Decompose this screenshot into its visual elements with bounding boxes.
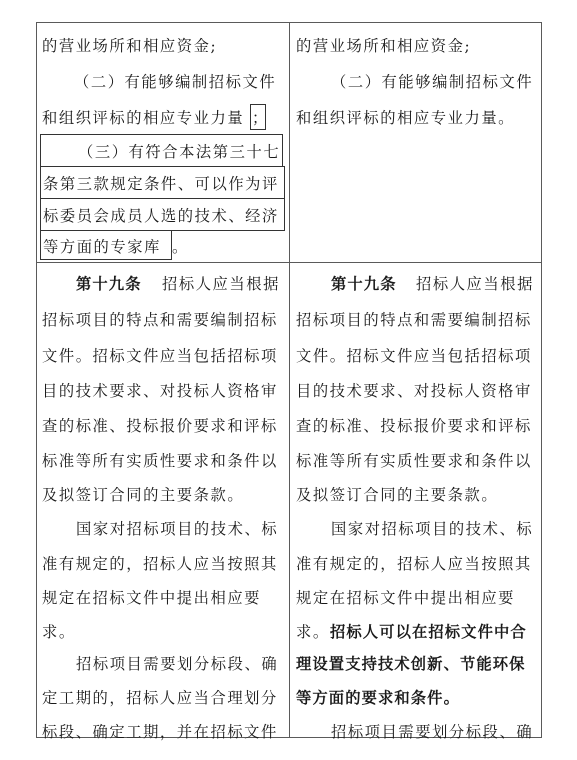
left-article19-line-6: 标准等所有实质性要求和条件以 bbox=[42, 452, 278, 470]
left-top-line-3: 和组织评标的相应专业力量 bbox=[42, 109, 245, 127]
left-para2-line-2: 准有规定的，招标人应当按照其 bbox=[42, 555, 278, 573]
right-para2-line-4: 求。 bbox=[296, 623, 330, 641]
left-para3-line-3: 标段、确定工期，并在招标文件 bbox=[42, 723, 278, 741]
left-top-line-1: 的营业场所和相应资金; bbox=[42, 37, 218, 55]
left-boxed-line-4-mark: 。 bbox=[172, 238, 189, 256]
left-boxed-line-1: （三）有符合本法第三十七 bbox=[78, 143, 281, 161]
right-article19-title: 第十九条 bbox=[331, 275, 397, 293]
column-divider bbox=[289, 22, 290, 738]
right-article19-line-1: 招标人应当根据 bbox=[416, 275, 534, 293]
left-boxed-line-4: 等方面的专家库 bbox=[43, 238, 161, 256]
left-article19-line-5: 查的标准、投标报价要求和评标 bbox=[42, 417, 278, 435]
right-top-line-3: 和组织评标的相应专业力量。 bbox=[296, 109, 516, 127]
left-article19-line-3: 文件。招标文件应当包括招标项 bbox=[42, 347, 278, 365]
right-article19-line-2: 招标项目的特点和需要编制招标 bbox=[296, 311, 532, 329]
left-para2-line-1: 国家对招标项目的技术、标 bbox=[76, 520, 279, 538]
row-divider bbox=[36, 262, 542, 263]
right-para2-bold-tail: 招标人可以在招标文件中合 bbox=[330, 623, 527, 641]
right-bold-line-1: 理设置支持技术创新、节能环保 bbox=[296, 655, 526, 673]
right-para2-line-1: 国家对招标项目的技术、标 bbox=[331, 520, 534, 538]
left-para2-line-4: 求。 bbox=[42, 623, 76, 641]
left-boxed-line-3: 标委员会成员人选的技术、经济 bbox=[43, 207, 279, 225]
right-article19-line-5: 查的标准、投标报价要求和评标 bbox=[296, 417, 532, 435]
right-top-line-2: （二）有能够编制招标文件 bbox=[331, 73, 534, 91]
right-para2-line-2: 准有规定的，招标人应当按照其 bbox=[296, 555, 532, 573]
right-para2-line-3: 规定在招标文件中提出相应要 bbox=[296, 589, 516, 607]
right-article19-line-7: 及拟签订合同的主要条款。 bbox=[296, 486, 499, 504]
left-boxed-line-2: 条第三款规定条件、可以作为评 bbox=[43, 175, 279, 193]
right-bold-line-2: 等方面的要求和条件。 bbox=[296, 689, 460, 707]
left-para2-line-3: 规定在招标文件中提出相应要 bbox=[42, 589, 262, 607]
left-para3-line-2: 定工期的，招标人应当合理划分 bbox=[42, 689, 278, 707]
left-para3-line-1: 招标项目需要划分标段、确 bbox=[76, 655, 279, 673]
left-top-line-2: （二）有能够编制招标文件 bbox=[74, 73, 277, 91]
right-top-line-1: 的营业场所和相应资金; bbox=[296, 37, 472, 55]
left-top-line-3-mark: ； bbox=[252, 109, 269, 127]
right-article19-line-3: 文件。招标文件应当包括招标项 bbox=[296, 347, 532, 365]
right-article19-line-6: 标准等所有实质性要求和条件以 bbox=[296, 452, 532, 470]
right-article19-line-4: 目的技术要求、对投标人资格审 bbox=[296, 382, 532, 400]
left-article19-line-2: 招标项目的特点和需要编制招标 bbox=[42, 311, 278, 329]
left-article19-title: 第十九条 bbox=[76, 275, 142, 293]
right-para3-line-1: 招标项目需要划分标段、确 bbox=[331, 723, 534, 741]
left-article19-line-1: 招标人应当根据 bbox=[162, 275, 280, 293]
left-article19-line-4: 目的技术要求、对投标人资格审 bbox=[42, 382, 278, 400]
left-article19-line-7: 及拟签订合同的主要条款。 bbox=[42, 486, 245, 504]
